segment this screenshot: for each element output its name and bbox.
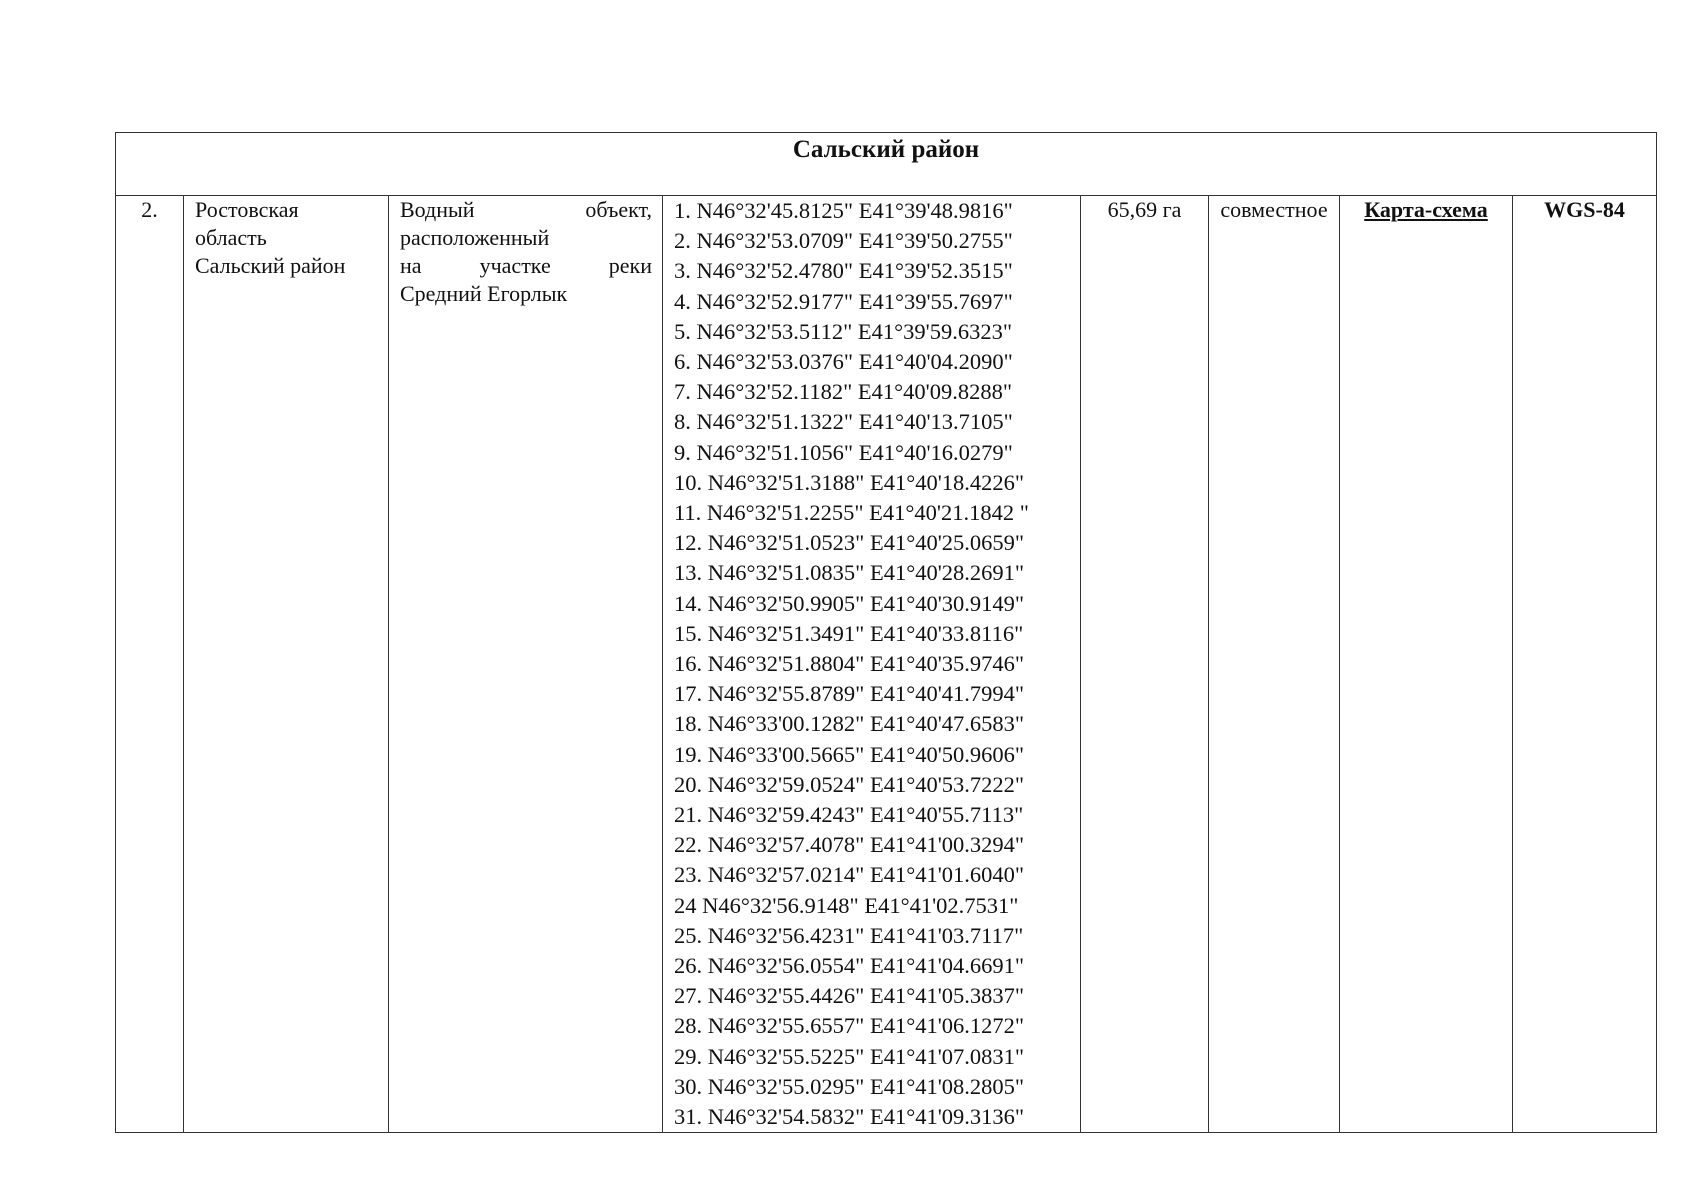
usage-type-cell: совместное <box>1209 196 1340 1133</box>
coordinate-item: 3. N46°32'52.4780" E41°39'52.3515" <box>674 258 1013 284</box>
coordinate-item: 8. N46°32'51.1322" E41°40'13.7105" <box>674 409 1013 435</box>
coordinate-item: 4. N46°32'52.9177" E41°39'55.7697" <box>674 288 1013 314</box>
coordinate-item: 12. N46°32'51.0523" E41°40'25.0659" <box>674 530 1025 556</box>
region-line: область <box>195 225 267 250</box>
coordinate-item: 19. N46°33'00.5665" E41°40'50.9606" <box>674 741 1025 767</box>
coordinate-item: 9. N46°32'51.1056" E41°40'16.0279" <box>674 439 1013 465</box>
coordinate-item: 31. N46°32'54.5832" E41°41'09.3136" <box>674 1104 1025 1130</box>
description-line <box>400 280 652 308</box>
description-word: объект, <box>585 197 652 222</box>
water-objects-table <box>115 132 1657 1133</box>
coordinate-item: 24 N46°32'56.9148" E41°41'02.7531" <box>674 892 1019 918</box>
coordinate-item: 13. N46°32'51.0835" E41°40'28.2691" <box>674 560 1025 586</box>
coordinate-item: 26. N46°32'56.0554" E41°41'04.6691" <box>674 953 1025 979</box>
coordinate-item: 30. N46°32'55.0295" E41°41'08.2805" <box>674 1073 1025 1099</box>
coordinate-item: 7. N46°32'52.1182" E41°40'09.8288" <box>674 379 1013 405</box>
region-cell <box>184 196 389 1133</box>
map-link-cell <box>1340 196 1513 1133</box>
coordinate-item: 17. N46°32'55.8789" E41°40'41.7994" <box>674 681 1025 707</box>
coordinate-item: 14. N46°32'50.9905" E41°40'30.9149" <box>674 590 1025 616</box>
coordinate-item: 25. N46°32'56.4231" E41°41'03.7117" <box>674 922 1024 948</box>
coordinate-item: 20. N46°32'59.0524" E41°40'53.7222" <box>674 771 1025 797</box>
description-line <box>400 252 652 280</box>
coordinate-item: 23. N46°32'57.0214" E41°41'01.6040" <box>674 862 1025 888</box>
coordinate-item: 2. N46°32'53.0709" E41°39'50.2755" <box>674 228 1013 254</box>
coordinate-item: 15. N46°32'51.3491" E41°40'33.8116" <box>674 620 1024 646</box>
map-link[interactable]: Карта-схема <box>1364 197 1488 222</box>
coordinate-item: 1. N46°32'45.8125" E41°39'48.9816" <box>674 198 1013 223</box>
description-word: участке <box>479 253 551 278</box>
coordinates-cell <box>663 196 1081 1133</box>
table-row <box>116 196 1657 1133</box>
area-cell: 65,69 га <box>1081 196 1209 1133</box>
description-word: Средний Егорлык <box>400 281 568 306</box>
section-title: Сальский район <box>792 136 980 163</box>
coordinates-list <box>674 196 1074 1132</box>
coordinate-item: 21. N46°32'59.4243" E41°40'55.7113" <box>674 802 1024 828</box>
coordinate-item: 29. N46°32'55.5225" E41°41'07.0831" <box>674 1043 1025 1069</box>
coordinate-item: 6. N46°32'53.0376" E41°40'04.2090" <box>674 349 1013 375</box>
coord-system-cell: WGS-84 <box>1513 196 1657 1133</box>
description-word: реки <box>608 253 652 278</box>
coordinate-item: 22. N46°32'57.4078" E41°41'00.3294" <box>674 832 1025 858</box>
description-word: Водный <box>400 197 475 222</box>
coordinate-item: 10. N46°32'51.3188" E41°40'18.4226" <box>674 469 1025 495</box>
section-title-cell <box>116 133 1657 196</box>
region-line: Ростовская <box>195 197 299 222</box>
coordinate-item: 16. N46°32'51.8804" E41°40'35.9746" <box>674 651 1025 677</box>
description-word: расположенный <box>400 225 550 250</box>
description-line <box>400 196 652 224</box>
description-word: на <box>400 253 422 278</box>
description-line <box>400 224 652 252</box>
coordinate-item: 28. N46°32'55.6557" E41°41'06.1272" <box>674 1013 1025 1039</box>
description-cell <box>389 196 663 1133</box>
coordinate-item: 27. N46°32'55.4426" E41°41'05.3837" <box>674 983 1025 1009</box>
coordinate-item: 5. N46°32'53.5112" E41°39'59.6323" <box>674 318 1013 344</box>
region-line: Сальский район <box>195 253 346 278</box>
row-number: 2. <box>116 196 184 1133</box>
coordinate-item: 11. N46°32'51.2255" E41°40'21.1842 " <box>674 500 1029 526</box>
coordinate-item: 18. N46°33'00.1282" E41°40'47.6583" <box>674 711 1025 737</box>
section-header-row <box>116 133 1657 196</box>
